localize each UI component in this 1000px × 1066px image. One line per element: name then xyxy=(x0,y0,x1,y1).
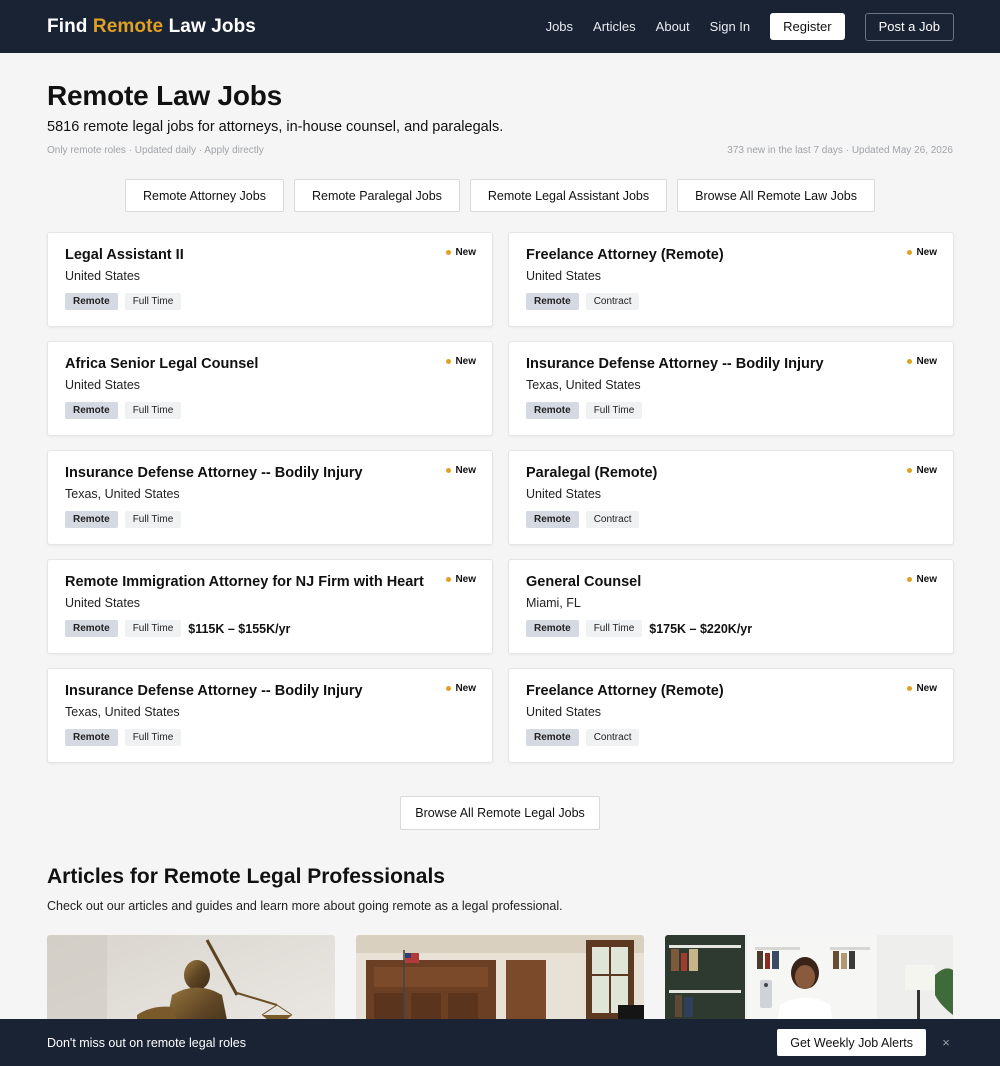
job-type-tag: Full Time xyxy=(125,402,182,419)
nav-link-jobs[interactable]: Jobs xyxy=(545,19,574,34)
new-badge-label: New xyxy=(455,465,476,476)
new-badge xyxy=(907,247,937,258)
new-badge-label: New xyxy=(916,247,937,258)
new-badge xyxy=(446,574,476,585)
job-card[interactable] xyxy=(508,668,954,763)
job-location: United States xyxy=(65,378,141,392)
job-title[interactable]: Insurance Defense Attorney -- Bodily Injury xyxy=(526,356,824,372)
job-tags xyxy=(65,293,476,310)
job-card[interactable] xyxy=(47,450,493,545)
new-badge xyxy=(446,683,476,694)
job-card[interactable] xyxy=(47,668,493,763)
new-dot-icon xyxy=(446,468,451,473)
brand-text-find: Find xyxy=(47,15,88,37)
new-badge-label: New xyxy=(455,247,476,258)
nav-link-articles[interactable]: Articles xyxy=(593,19,636,34)
remote-tag: Remote xyxy=(526,293,579,310)
job-location: Miami, FL xyxy=(526,596,581,610)
job-title[interactable]: Freelance Attorney (Remote) xyxy=(526,683,724,699)
browse-all-legal-jobs-button[interactable]: Browse All Remote Legal Jobs xyxy=(400,796,600,830)
job-tags xyxy=(65,402,476,419)
main-nav xyxy=(546,13,954,41)
remote-tag: Remote xyxy=(65,511,118,528)
job-title[interactable]: Remote Immigration Attorney for NJ Firm with Heart xyxy=(65,574,424,590)
job-title[interactable]: General Counsel xyxy=(526,574,642,590)
remote-tag: Remote xyxy=(65,620,118,637)
close-icon[interactable]: × xyxy=(942,1035,950,1050)
job-salary: $175K – $220K/yr xyxy=(649,621,753,636)
job-location: United States xyxy=(526,269,602,283)
new-badge-label: New xyxy=(455,683,476,694)
new-dot-icon xyxy=(446,359,451,364)
nav-link-about[interactable]: About xyxy=(655,19,690,34)
new-badge xyxy=(446,247,476,258)
job-card[interactable] xyxy=(508,232,954,327)
job-card[interactable] xyxy=(508,559,954,654)
hero-section xyxy=(0,80,1000,156)
job-tags xyxy=(65,620,476,637)
job-tags xyxy=(526,511,937,528)
job-type-tag: Contract xyxy=(586,511,640,528)
meta-row xyxy=(47,145,953,156)
browse-all-wrap xyxy=(0,796,1000,830)
new-badge xyxy=(907,356,937,367)
top-navbar xyxy=(0,0,1000,53)
job-card[interactable] xyxy=(47,232,493,327)
remote-paralegal-jobs-button[interactable]: Remote Paralegal Jobs xyxy=(294,179,460,212)
new-badge-label: New xyxy=(916,356,937,367)
job-title[interactable]: Africa Senior Legal Counsel xyxy=(65,356,259,372)
job-card[interactable] xyxy=(508,450,954,545)
job-location: Texas, United States xyxy=(65,705,180,719)
browse-all-law-jobs-button[interactable]: Browse All Remote Law Jobs xyxy=(677,179,875,212)
new-dot-icon xyxy=(907,359,912,364)
remote-tag: Remote xyxy=(526,620,579,637)
get-weekly-job-alerts-button[interactable]: Get Weekly Job Alerts xyxy=(777,1029,926,1056)
job-title[interactable]: Paralegal (Remote) xyxy=(526,465,658,481)
articles-description: Check out our articles and guides and learn more about going remote as a legal professional. xyxy=(47,899,563,913)
new-dot-icon xyxy=(446,686,451,691)
new-dot-icon xyxy=(907,250,912,255)
job-title[interactable]: Legal Assistant II xyxy=(65,247,184,263)
new-badge-label: New xyxy=(916,683,937,694)
remote-tag: Remote xyxy=(65,402,118,419)
new-dot-icon xyxy=(446,250,451,255)
job-card[interactable] xyxy=(47,559,493,654)
remote-attorney-jobs-button[interactable]: Remote Attorney Jobs xyxy=(125,179,284,212)
job-type-tag: Contract xyxy=(586,729,640,746)
job-alerts-message: Don't miss out on remote legal roles xyxy=(47,1035,247,1050)
nav-link-sign-in[interactable]: Sign In xyxy=(709,19,751,34)
job-type-tag: Full Time xyxy=(125,729,182,746)
remote-legal-assistant-jobs-button[interactable]: Remote Legal Assistant Jobs xyxy=(470,179,667,212)
job-tags xyxy=(526,402,937,419)
job-salary: $115K – $155K/yr xyxy=(188,621,291,636)
new-badge-label: New xyxy=(455,574,476,585)
job-type-tag: Full Time xyxy=(586,402,643,419)
remote-tag: Remote xyxy=(65,729,118,746)
job-tags xyxy=(526,620,937,637)
page-title: Remote Law Jobs xyxy=(47,80,283,111)
job-card[interactable] xyxy=(508,341,954,436)
brand-text-law-jobs: Law Jobs xyxy=(168,15,256,37)
new-dot-icon xyxy=(907,686,912,691)
job-location: United States xyxy=(526,705,602,719)
job-list xyxy=(0,232,1000,763)
new-badge xyxy=(446,356,476,367)
job-type-tag: Full Time xyxy=(125,620,182,637)
job-tags xyxy=(65,729,476,746)
remote-tag: Remote xyxy=(526,402,579,419)
new-dot-icon xyxy=(907,468,912,473)
brand-text-remote: Remote xyxy=(92,15,164,37)
remote-tag: Remote xyxy=(526,511,579,528)
register-button[interactable]: Register xyxy=(770,13,844,40)
job-title[interactable]: Insurance Defense Attorney -- Bodily Injury xyxy=(65,465,363,481)
job-alerts-bar xyxy=(0,1019,1000,1066)
articles-title: Articles for Remote Legal Professionals xyxy=(47,865,445,888)
job-location: United States xyxy=(65,596,141,610)
meta-left: Only remote roles · Updated daily · Apply directly xyxy=(47,145,264,156)
site-logo[interactable] xyxy=(47,16,256,38)
remote-tag: Remote xyxy=(526,729,579,746)
new-badge-label: New xyxy=(455,356,476,367)
page-subtitle: 5816 remote legal jobs for attorneys, in-house counsel, and paralegals. xyxy=(47,119,504,135)
job-type-tag: Contract xyxy=(586,293,640,310)
new-dot-icon xyxy=(446,577,451,582)
job-type-tag: Full Time xyxy=(125,293,182,310)
new-badge xyxy=(907,574,937,585)
new-badge xyxy=(907,465,937,476)
new-dot-icon xyxy=(907,577,912,582)
post-job-button[interactable]: Post a Job xyxy=(865,13,954,41)
remote-tag: Remote xyxy=(65,293,118,310)
job-location: Texas, United States xyxy=(65,487,180,501)
new-badge xyxy=(907,683,937,694)
new-badge xyxy=(446,465,476,476)
job-location: United States xyxy=(526,487,602,501)
meta-right: 373 new in the last 7 days · Updated May 26, 2026 xyxy=(727,145,953,156)
job-location: United States xyxy=(65,269,141,283)
quick-links xyxy=(0,179,1000,212)
job-title[interactable]: Freelance Attorney (Remote) xyxy=(526,247,724,263)
new-badge-label: New xyxy=(916,574,937,585)
job-tags xyxy=(526,729,937,746)
job-tags xyxy=(65,511,476,528)
job-title[interactable]: Insurance Defense Attorney -- Bodily Injury xyxy=(65,683,363,699)
new-badge-label: New xyxy=(916,465,937,476)
job-tags xyxy=(526,293,937,310)
job-type-tag: Full Time xyxy=(586,620,643,637)
job-card[interactable] xyxy=(47,341,493,436)
articles-section xyxy=(0,864,1000,1045)
job-type-tag: Full Time xyxy=(125,511,182,528)
job-location: Texas, United States xyxy=(526,378,641,392)
